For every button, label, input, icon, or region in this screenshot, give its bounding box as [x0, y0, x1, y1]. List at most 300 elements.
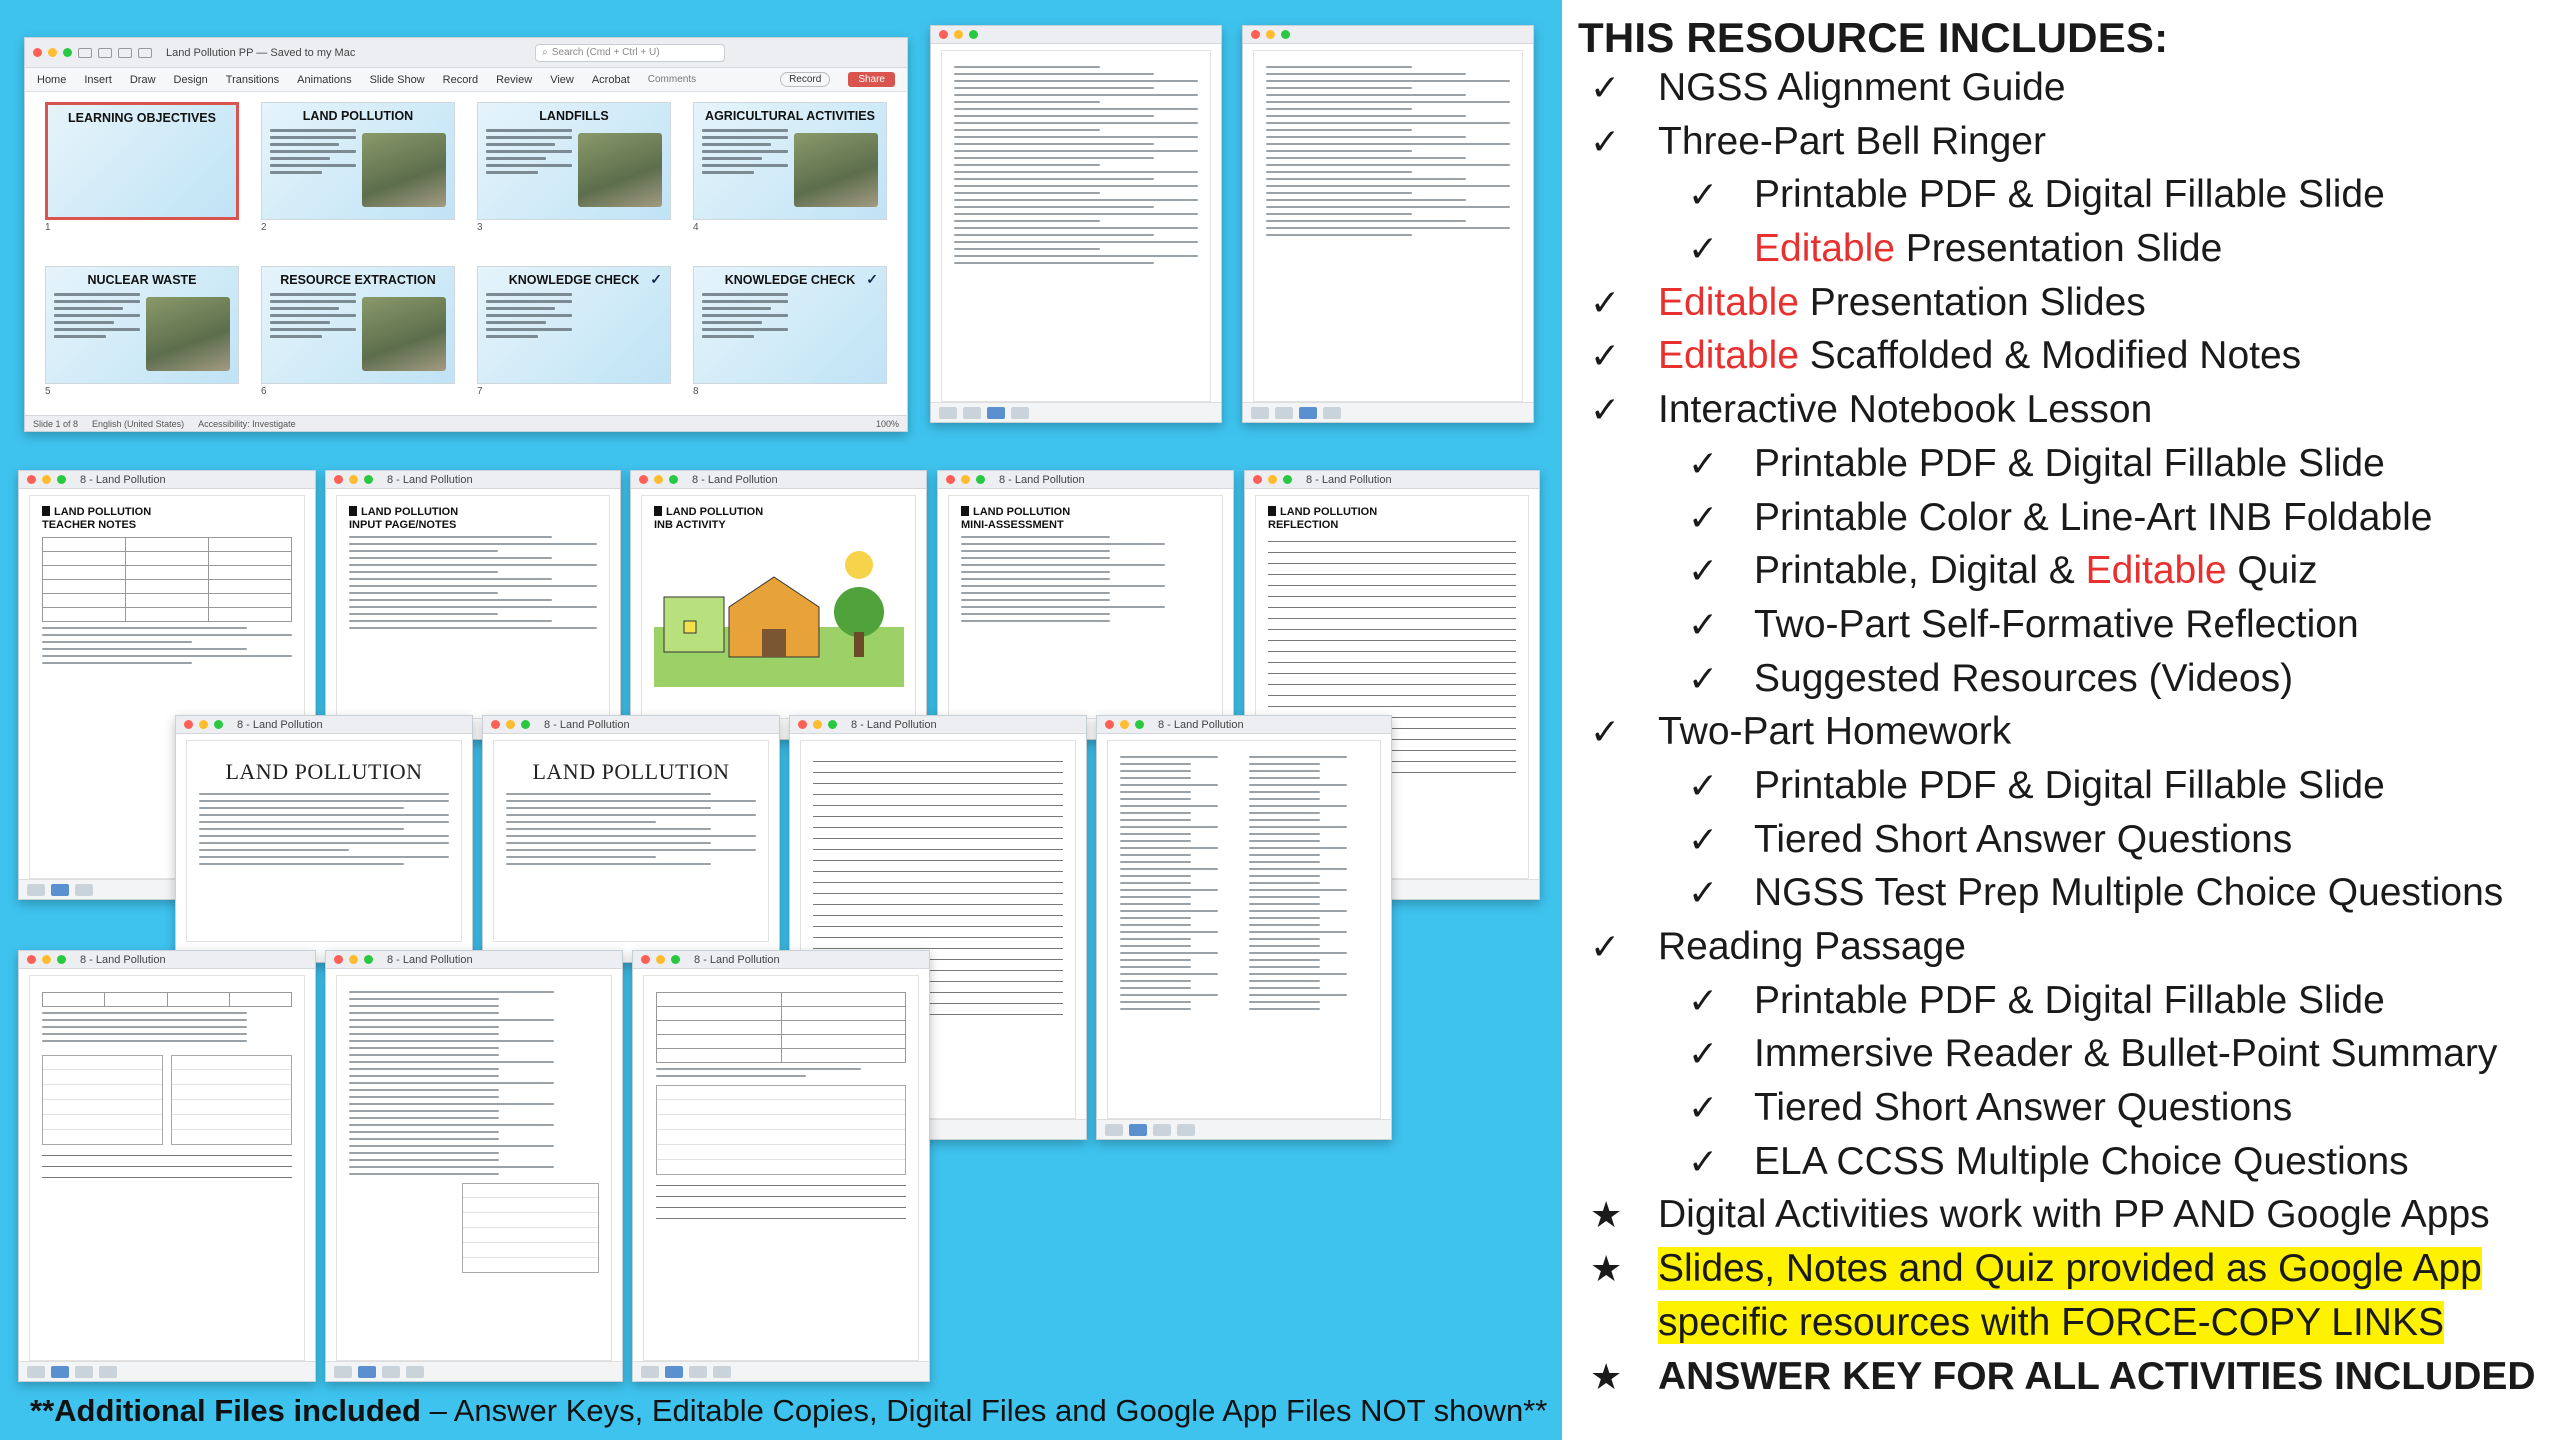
feature-text-part: Three-Part Bell Ringer [1658, 119, 2046, 163]
feature-item [1578, 1355, 2542, 1409]
checkmark-icon: ✓ [1688, 1140, 1719, 1182]
answer-lines [656, 1185, 906, 1219]
page-titlebar [483, 716, 779, 734]
summary-title: LAND POLLUTION [532, 759, 730, 784]
minimize-window-icon[interactable] [349, 475, 358, 484]
feature-text [1754, 764, 2385, 808]
feature-text-part: Immersive Reader & Bullet-Point Summary [1754, 1032, 2498, 1076]
page-titlebar [1243, 26, 1533, 44]
slide-canvas[interactable] [45, 266, 239, 384]
page-text-lines [42, 1012, 292, 1042]
answer-lines [42, 1155, 292, 1178]
checkmark-icon: ✓ [1688, 979, 1719, 1021]
ngss-table [42, 537, 292, 622]
feature-text-part: NGSS Test Prep Multiple Choice Questions [1754, 871, 2504, 915]
slide-canvas[interactable] [693, 102, 887, 220]
minimize-window-icon[interactable] [42, 955, 51, 964]
checkmark-icon: ✓ [1688, 1033, 1719, 1075]
feature-text-part: ELA CCSS Multiple Choice Questions [1754, 1139, 2409, 1183]
window-title: 8 - Land Pollution [387, 953, 473, 966]
minimize-window-icon[interactable] [1120, 720, 1129, 729]
slide-thumbnail[interactable] [693, 102, 887, 244]
page-titlebar [790, 716, 1086, 734]
close-window-icon[interactable] [639, 475, 648, 484]
feature-item [1578, 710, 2542, 764]
feature-text [1658, 925, 1966, 969]
close-window-icon[interactable] [1105, 720, 1114, 729]
feature-text [1754, 496, 2432, 540]
homework-part3-window [632, 950, 930, 1382]
close-window-icon[interactable] [27, 955, 36, 964]
slide-canvas[interactable] [693, 266, 887, 384]
additional-files-caption [30, 1393, 1547, 1429]
slide-canvas[interactable] [45, 102, 239, 220]
landfill-table [656, 992, 906, 1063]
feature-item [1578, 1301, 2542, 1355]
star-icon: ★ [1590, 1194, 1623, 1236]
slide-thumbnail[interactable] [693, 266, 887, 408]
checkmark-icon: ✓ [1688, 764, 1719, 806]
editable-highlight: Editable [1658, 280, 1799, 324]
slide-photo [578, 133, 662, 207]
maximize-window-icon[interactable] [214, 720, 223, 729]
feature-text [1658, 1355, 2536, 1399]
page-text-lines [349, 536, 597, 629]
feature-text-part: NGSS Alignment Guide [1658, 66, 2066, 109]
page-titlebar [176, 716, 472, 734]
record-button[interactable]: Record [780, 72, 830, 87]
window-title: 8 - Land Pollution [1158, 718, 1244, 731]
minimize-window-icon[interactable] [506, 720, 515, 729]
slide-title: RESOURCE EXTRACTION [280, 272, 436, 287]
page-footer-toolbar [1243, 402, 1533, 422]
page-text-lines [199, 793, 449, 865]
close-window-icon[interactable] [27, 475, 36, 484]
feature-text [1658, 1247, 2482, 1291]
ribbon-tab-slide-show[interactable]: Slide Show [369, 73, 425, 86]
ribbon-tab-acrobat[interactable]: Acrobat [591, 73, 630, 86]
feature-text-part: Printable PDF & Digital Fillable Slide [1754, 763, 2385, 807]
multiple-choice-window [1096, 715, 1392, 1140]
maximize-window-icon[interactable] [57, 955, 66, 964]
page-text-lines [954, 66, 1198, 264]
feature-text [1754, 818, 2292, 862]
checkmark-icon: ✓ [1590, 67, 1621, 108]
slide-bullets [270, 293, 356, 342]
close-window-icon[interactable] [939, 30, 948, 39]
home-icon[interactable] [78, 48, 92, 58]
word-bank-table [42, 992, 292, 1007]
slide-number: 2 [261, 222, 267, 233]
minimize-window-icon[interactable] [349, 955, 358, 964]
slide-sorter-grid [25, 94, 907, 415]
feature-text-part: Two-Part Homework [1658, 710, 2012, 754]
minimize-window-icon[interactable] [954, 30, 963, 39]
slide-bullets [486, 129, 572, 178]
scatter-chart-thumbnail [656, 1085, 906, 1175]
feature-item [1578, 871, 2542, 925]
slide-thumbnail[interactable] [477, 102, 671, 244]
feature-item [1578, 764, 2542, 818]
slide-photo [146, 297, 230, 371]
close-window-icon[interactable] [33, 48, 42, 57]
feature-item [1578, 281, 2542, 335]
checkmark-icon: ✓ [1688, 550, 1719, 592]
slide-thumbnail[interactable] [261, 266, 455, 408]
input-page-window [325, 470, 621, 740]
page-text-lines [349, 991, 599, 1175]
search-placeholder: Search (Cmd + Ctrl + U) [551, 47, 660, 58]
feature-item [1578, 388, 2542, 442]
reading-passage-page [186, 740, 462, 942]
ribbon-tab-view[interactable]: View [550, 73, 574, 86]
close-window-icon[interactable] [334, 475, 343, 484]
search-icon: ⌕ [542, 47, 548, 58]
window-title: 8 - Land Pollution [80, 473, 166, 486]
window-title: 8 - Land Pollution [237, 718, 323, 731]
page-footer-toolbar [633, 1361, 929, 1381]
slide-title: LAND POLLUTION [302, 109, 414, 123]
feature-text-part: Reading Passage [1658, 925, 1966, 968]
powerpoint-window [24, 37, 908, 432]
maximize-window-icon[interactable] [57, 475, 66, 484]
mini-assessment-page [948, 495, 1223, 719]
feature-text [1658, 1301, 2444, 1345]
share-button[interactable]: Share [848, 72, 895, 87]
notes-page-blank [1253, 50, 1523, 402]
checkmark-icon: ✓ [1590, 281, 1621, 323]
input-page [336, 495, 610, 719]
feature-item [1578, 66, 2542, 120]
feature-item [1578, 1032, 2542, 1086]
close-window-icon[interactable] [184, 720, 193, 729]
page-titlebar [1097, 716, 1391, 734]
slide-number: 3 [477, 222, 483, 233]
feature-text-part: Presentation Slides [1798, 280, 2146, 324]
page-heading: LAND POLLUTION REFLECTION [1268, 506, 1378, 531]
page-footer-toolbar [326, 1361, 622, 1381]
checkmark-icon: ✓ [1688, 174, 1719, 216]
window-title: 8 - Land Pollution [999, 473, 1085, 486]
close-window-icon[interactable] [946, 475, 955, 484]
feature-text [1754, 227, 2222, 271]
close-window-icon[interactable] [798, 720, 807, 729]
slide-canvas[interactable] [477, 102, 671, 220]
notes-page-window-2 [1242, 25, 1534, 423]
feature-text-part: specific resources with FORCE-COPY LINKS [1658, 1300, 2444, 1344]
feature-text [1754, 1140, 2409, 1184]
slide-number: 4 [693, 222, 699, 233]
feature-item [1578, 334, 2542, 388]
maximize-window-icon[interactable] [1135, 720, 1144, 729]
ribbon-tab-draw[interactable]: Draw [129, 73, 156, 86]
ribbon-tab-insert[interactable]: Insert [84, 73, 112, 86]
editable-highlight: Editable [1754, 227, 1895, 271]
checkmark-icon: ✓ [1590, 926, 1621, 967]
window-title: 8 - Land Pollution [80, 953, 166, 966]
maximize-window-icon[interactable] [1281, 30, 1290, 39]
editable-highlight: Editable [2085, 549, 2227, 593]
minimize-window-icon[interactable] [42, 475, 51, 484]
feature-text-part: ANSWER KEY FOR ALL ACTIVITIES INCLUDED [1658, 1354, 2536, 1398]
reading-passage-title: LAND POLLUTION [225, 759, 423, 784]
slide-thumbnail[interactable] [261, 102, 455, 244]
slide-bullets [270, 129, 356, 178]
status-accessibility[interactable]: Accessibility: Investigate [198, 418, 296, 429]
window-title: 8 - Land Pollution [851, 718, 937, 731]
slide-title: AGRICULTURAL ACTIVITIES [705, 109, 875, 123]
slide-title: NUCLEAR WASTE [87, 272, 197, 287]
checkmark-icon: ✓ [1688, 228, 1719, 270]
slide-thumbnail[interactable] [45, 266, 239, 408]
feature-text [1658, 334, 2301, 378]
status-bar [25, 415, 907, 431]
close-window-icon[interactable] [641, 955, 650, 964]
features-heading: THIS RESOURCE INCLUDES: [1578, 14, 2169, 61]
two-column-questions [1120, 751, 1368, 1015]
minimize-window-icon[interactable] [961, 475, 970, 484]
page-titlebar [631, 471, 926, 489]
page-heading: LAND POLLUTION INPUT PAGE/NOTES [349, 506, 459, 531]
feature-text-part: Printable, Digital & [1754, 549, 2086, 593]
multiple-choice-page [1107, 740, 1381, 1119]
zoom-level[interactable]: 100% [875, 418, 899, 429]
minimize-window-icon[interactable] [48, 48, 57, 57]
page-titlebar [938, 471, 1233, 489]
feature-text-part: Scaffolded & Modified Notes [1798, 334, 2302, 378]
maximize-window-icon[interactable] [63, 48, 72, 57]
star-icon: ★ [1590, 1248, 1623, 1290]
feature-text [1754, 657, 2293, 701]
maximize-window-icon[interactable] [969, 30, 978, 39]
checkmark-icon: ✓ [1688, 603, 1719, 645]
feature-text [1658, 281, 2146, 325]
ribbon-tab-review[interactable]: Review [496, 73, 533, 86]
page-titlebar [19, 951, 315, 969]
page-heading: LAND POLLUTION TEACHER NOTES [42, 506, 152, 531]
notes-page-window-1 [930, 25, 1222, 423]
slide-title: KNOWLEDGE CHECK [508, 272, 640, 287]
ribbon-tab-animations[interactable]: Animations [297, 73, 352, 86]
feature-text-part: Quiz [2226, 549, 2318, 593]
window-title: 8 - Land Pollution [694, 953, 780, 966]
feature-item [1578, 1086, 2542, 1140]
homework-part2-window [325, 950, 623, 1382]
checkmark-icon: ✓ [1688, 657, 1719, 699]
feature-item [1578, 1140, 2542, 1194]
slide-photo [362, 133, 446, 207]
checkmark-icon: ✓ [1590, 120, 1621, 162]
page-footer-toolbar [19, 1361, 315, 1381]
status-slide-count: Slide 1 of 8 [33, 418, 79, 429]
slide-canvas[interactable] [477, 266, 671, 384]
maximize-window-icon[interactable] [1283, 475, 1292, 484]
feature-text-part: Slides, Notes and Quiz provided as Google App [1658, 1247, 2482, 1291]
feature-text [1754, 1032, 2497, 1076]
checkmark-icon: ✓ [1688, 442, 1719, 484]
page-text-lines [1266, 66, 1510, 236]
features-panel [1562, 0, 2560, 1440]
slide-canvas[interactable] [261, 266, 455, 384]
slide-bullets [54, 293, 140, 342]
feature-item [1578, 1247, 2542, 1301]
ribbon-tab-design[interactable]: Design [173, 73, 208, 86]
slide-number: 8 [693, 385, 699, 397]
page-heading: LAND POLLUTION INB ACTIVITY [654, 506, 764, 531]
page-titlebar [1245, 471, 1539, 489]
save-icon[interactable] [98, 48, 112, 58]
farm-illustration [654, 537, 904, 687]
minimize-window-icon[interactable] [656, 955, 665, 964]
page-titlebar [19, 471, 315, 489]
features-list [1578, 66, 2542, 1408]
page-text-lines [506, 793, 756, 865]
maximize-window-icon[interactable] [669, 475, 678, 484]
caption-bold: **Additional Files included [30, 1393, 421, 1428]
mini-assessment-window [937, 470, 1234, 740]
maximize-window-icon[interactable] [671, 955, 680, 964]
feature-item [1578, 227, 2542, 281]
minimize-window-icon[interactable] [813, 720, 822, 729]
page-titlebar [326, 471, 620, 489]
feature-text [1754, 603, 2359, 647]
area-chart-thumbnail [462, 1183, 600, 1273]
slide-title: LEARNING OBJECTIVES [68, 111, 216, 125]
page-text-lines [656, 1068, 906, 1077]
slide-number: 1 [45, 222, 51, 233]
feature-item [1578, 818, 2542, 872]
close-window-icon[interactable] [334, 955, 343, 964]
editable-highlight: Editable [1658, 334, 1799, 378]
check-icon: ✓ [650, 270, 662, 287]
feature-item [1578, 925, 2542, 979]
slide-bullets [702, 129, 788, 178]
feature-text [1754, 442, 2385, 486]
window-title: 8 - Land Pollution [1306, 473, 1392, 486]
checkmark-icon: ✓ [1688, 496, 1719, 538]
slide-canvas[interactable] [261, 102, 455, 220]
minimize-window-icon[interactable] [1266, 30, 1275, 39]
undo-icon[interactable] [118, 48, 132, 58]
slide-bullets [486, 293, 572, 342]
feature-item [1578, 496, 2542, 550]
feature-item [1578, 1193, 2542, 1247]
comments-button[interactable]: Comments [647, 74, 697, 85]
feature-text [1658, 120, 2046, 164]
slide-title: KNOWLEDGE CHECK [724, 272, 856, 287]
close-window-icon[interactable] [1253, 475, 1262, 484]
checkmark-icon: ✓ [1688, 1087, 1719, 1129]
maximize-window-icon[interactable] [828, 720, 837, 729]
search-input[interactable] [535, 44, 725, 62]
homework-part2-page [336, 975, 612, 1361]
feature-text [1658, 710, 2011, 754]
minimize-window-icon[interactable] [1268, 475, 1277, 484]
feature-text [1754, 1086, 2292, 1130]
star-icon: ★ [1590, 1355, 1623, 1397]
ribbon-tab-home[interactable]: Home [37, 73, 67, 86]
slide-title: LANDFILLS [539, 109, 609, 123]
close-window-icon[interactable] [1251, 30, 1260, 39]
slide-thumbnail[interactable] [477, 266, 671, 408]
page-heading: LAND POLLUTION MINI-ASSESSMENT [961, 506, 1071, 531]
notes-page [941, 50, 1211, 402]
sun-icon [845, 551, 873, 579]
feature-text-part: Tiered Short Answer Questions [1754, 1086, 2293, 1130]
summary-page [493, 740, 769, 942]
check-icon: ✓ [866, 270, 878, 287]
maximize-window-icon[interactable] [364, 475, 373, 484]
page-titlebar [326, 951, 622, 969]
feature-text [1754, 979, 2385, 1023]
status-language[interactable]: English (United States) [92, 418, 185, 429]
reading-passage-window [175, 715, 473, 963]
page-footer-toolbar [931, 402, 1221, 422]
line-chart-thumbnail-2 [171, 1055, 292, 1145]
slide-photo [362, 297, 446, 371]
slide-thumbnail[interactable] [45, 102, 239, 244]
page-titlebar [931, 26, 1221, 44]
caption-rest: – Answer Keys, Editable Copies, Digital Files and Google App Files NOT shown** [420, 1393, 1548, 1428]
maximize-window-icon[interactable] [521, 720, 530, 729]
feature-text-part: Printable PDF & Digital Fillable Slide [1754, 978, 2385, 1022]
redo-icon[interactable] [138, 48, 152, 58]
maximize-window-icon[interactable] [364, 955, 373, 964]
feature-item [1578, 442, 2542, 496]
page-text-lines [961, 536, 1210, 622]
window-title: 8 - Land Pollution [387, 473, 473, 486]
homework-part1-window [18, 950, 316, 1382]
line-chart-thumbnail-1 [42, 1055, 163, 1145]
feature-text-part: Suggested Resources (Videos) [1754, 656, 2294, 700]
checkmark-icon: ✓ [1688, 818, 1719, 860]
checkmark-icon: ✓ [1590, 335, 1621, 377]
minimize-window-icon[interactable] [199, 720, 208, 729]
feature-item [1578, 549, 2542, 603]
ppt-titlebar [25, 38, 907, 68]
feature-text [1658, 388, 2152, 432]
page-titlebar [633, 951, 929, 969]
slide-number: 5 [45, 385, 51, 397]
feature-text [1658, 66, 2066, 110]
ribbon-tab-transitions[interactable]: Transitions [225, 73, 280, 86]
feature-item [1578, 603, 2542, 657]
maximize-window-icon[interactable] [976, 475, 985, 484]
feature-item [1578, 979, 2542, 1033]
close-window-icon[interactable] [491, 720, 500, 729]
homework-part1-page [29, 975, 305, 1361]
inb-activity-window [630, 470, 927, 740]
checkmark-icon: ✓ [1688, 872, 1719, 914]
minimize-window-icon[interactable] [654, 475, 663, 484]
summary-window [482, 715, 780, 963]
feature-text [1754, 173, 2385, 217]
inb-activity-page [641, 495, 916, 719]
feature-text-part: Presentation Slide [1894, 227, 2223, 271]
checkmark-icon: ✓ [1590, 711, 1621, 753]
feature-text-part: Digital Activities work with PP AND Google Apps [1658, 1193, 2490, 1237]
slide-number: 6 [261, 385, 267, 397]
homework-part3-page [643, 975, 919, 1361]
document-title: Land Pollution PP — Saved to my Mac [166, 46, 356, 59]
slide-number: 7 [477, 385, 483, 397]
window-title: 8 - Land Pollution [692, 473, 778, 486]
slide-photo [794, 133, 878, 207]
ribbon-tab-record[interactable]: Record [442, 73, 479, 86]
feature-text-part: Interactive Notebook Lesson [1658, 388, 2153, 432]
feature-text-part: Printable PDF & Digital Fillable Slide [1754, 441, 2385, 485]
feature-item [1578, 657, 2542, 711]
